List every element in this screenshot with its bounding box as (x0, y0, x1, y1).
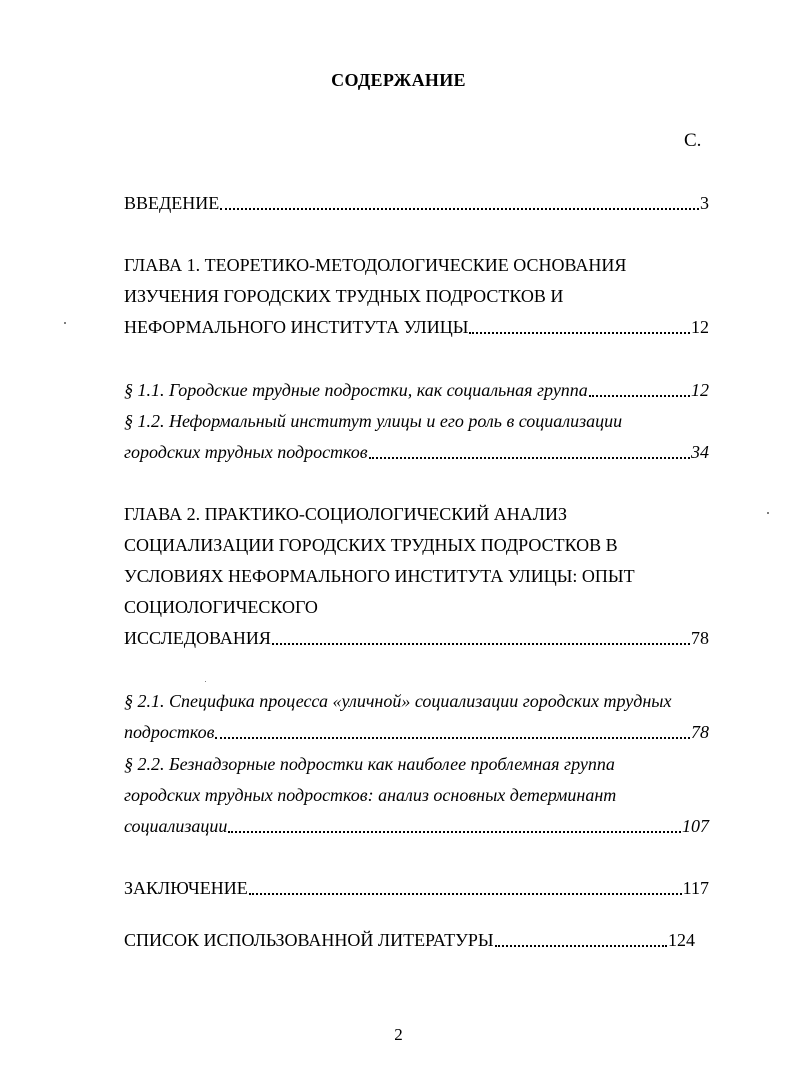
toc-entry-page: 124 (668, 930, 695, 950)
toc-entry-line: УСЛОВИЯХ НЕФОРМАЛЬНОГО ИНСТИТУТА УЛИЦЫ: ОПЫТ (124, 566, 635, 586)
toc-entry-section-1-2[interactable] (124, 406, 709, 468)
toc-entry-title: § 1.1. Городские трудные подростки, как социальная группа (124, 380, 588, 400)
leader-dots (589, 395, 690, 397)
toc-entry-line: ГЛАВА 2. ПРАКТИКО-СОЦИОЛОГИЧЕСКИЙ АНАЛИЗ (124, 504, 568, 524)
toc-entry-line: ИССЛЕДОВАНИЯ (124, 628, 271, 648)
toc-entry-page: 12 (691, 317, 709, 337)
toc-entry-page: 78 (691, 722, 709, 742)
toc-entry-title: ЗАКЛЮЧЕНИЕ (124, 878, 248, 898)
leader-dots (495, 945, 667, 947)
toc-entry-section-1-1[interactable] (124, 375, 709, 406)
page-column-label: С. (684, 130, 702, 151)
toc-entry-chapter-1[interactable] (124, 250, 709, 343)
scan-speck (64, 322, 66, 324)
toc-entry-page: 3 (700, 193, 709, 213)
toc-entry-section-2-2[interactable] (124, 749, 709, 842)
page-number: 2 (394, 1025, 403, 1044)
toc-entry-page: 107 (682, 816, 709, 836)
toc-entry-page: 78 (691, 628, 709, 648)
toc-entry-page: 34 (691, 442, 709, 462)
scan-speck (767, 512, 769, 514)
toc-entry-line: городских трудных подростков (124, 442, 368, 462)
leader-dots (215, 737, 690, 739)
toc-entry-title: СПИСОК ИСПОЛЬЗОВАННОЙ ЛИТЕРАТУРЫ (124, 930, 494, 950)
toc-entry-line: НЕФОРМАЛЬНОГО ИНСТИТУТА УЛИЦЫ (124, 317, 469, 337)
toc-entry-line: ГЛАВА 1. ТЕОРЕТИКО-МЕТОДОЛОГИЧЕСКИЕ ОСНОВАНИЯ (124, 255, 627, 275)
toc-entry-section-2-1[interactable] (124, 686, 709, 748)
toc-entry-line: § 1.2. Неформальный институт улицы и его роль в социализации (124, 411, 623, 431)
toc-entry-line: подростков (124, 722, 215, 742)
toc-entry-line: СОЦИОЛОГИЧЕСКОГО (124, 597, 318, 617)
leader-dots (469, 332, 690, 334)
toc-entry-line: ИЗУЧЕНИЯ ГОРОДСКИХ ТРУДНЫХ ПОДРОСТКОВ И (124, 286, 564, 306)
leader-dots (220, 208, 699, 210)
toc-entry-page: 12 (691, 380, 709, 400)
toc-entry-page: 117 (682, 878, 709, 898)
toc-entry-line: СОЦИАЛИЗАЦИИ ГОРОДСКИХ ТРУДНЫХ ПОДРОСТКОВ В (124, 535, 618, 555)
scan-speck (205, 681, 206, 682)
page-title: СОДЕРЖАНИЕ (331, 70, 466, 90)
leader-dots (272, 643, 690, 645)
toc-entry-intro[interactable] (124, 188, 709, 219)
toc-entry-line: § 2.1. Специфика процесса «уличной» социализации городских трудных (124, 691, 672, 711)
toc-entry-conclusion[interactable] (124, 873, 709, 904)
toc-entry-line: § 2.2. Безнадзорные подростки как наиболее проблемная группа (124, 754, 615, 774)
leader-dots (228, 831, 681, 833)
toc-entry-chapter-2[interactable] (124, 499, 709, 654)
toc-entry-line: социализации (124, 816, 228, 836)
leader-dots (369, 457, 690, 459)
toc-entry-title: ВВЕДЕНИЕ (124, 193, 220, 213)
toc-entry-references[interactable] (124, 925, 695, 956)
toc-entry-line: городских трудных подростков: анализ основных детерминант (124, 785, 617, 805)
leader-dots (249, 893, 682, 895)
